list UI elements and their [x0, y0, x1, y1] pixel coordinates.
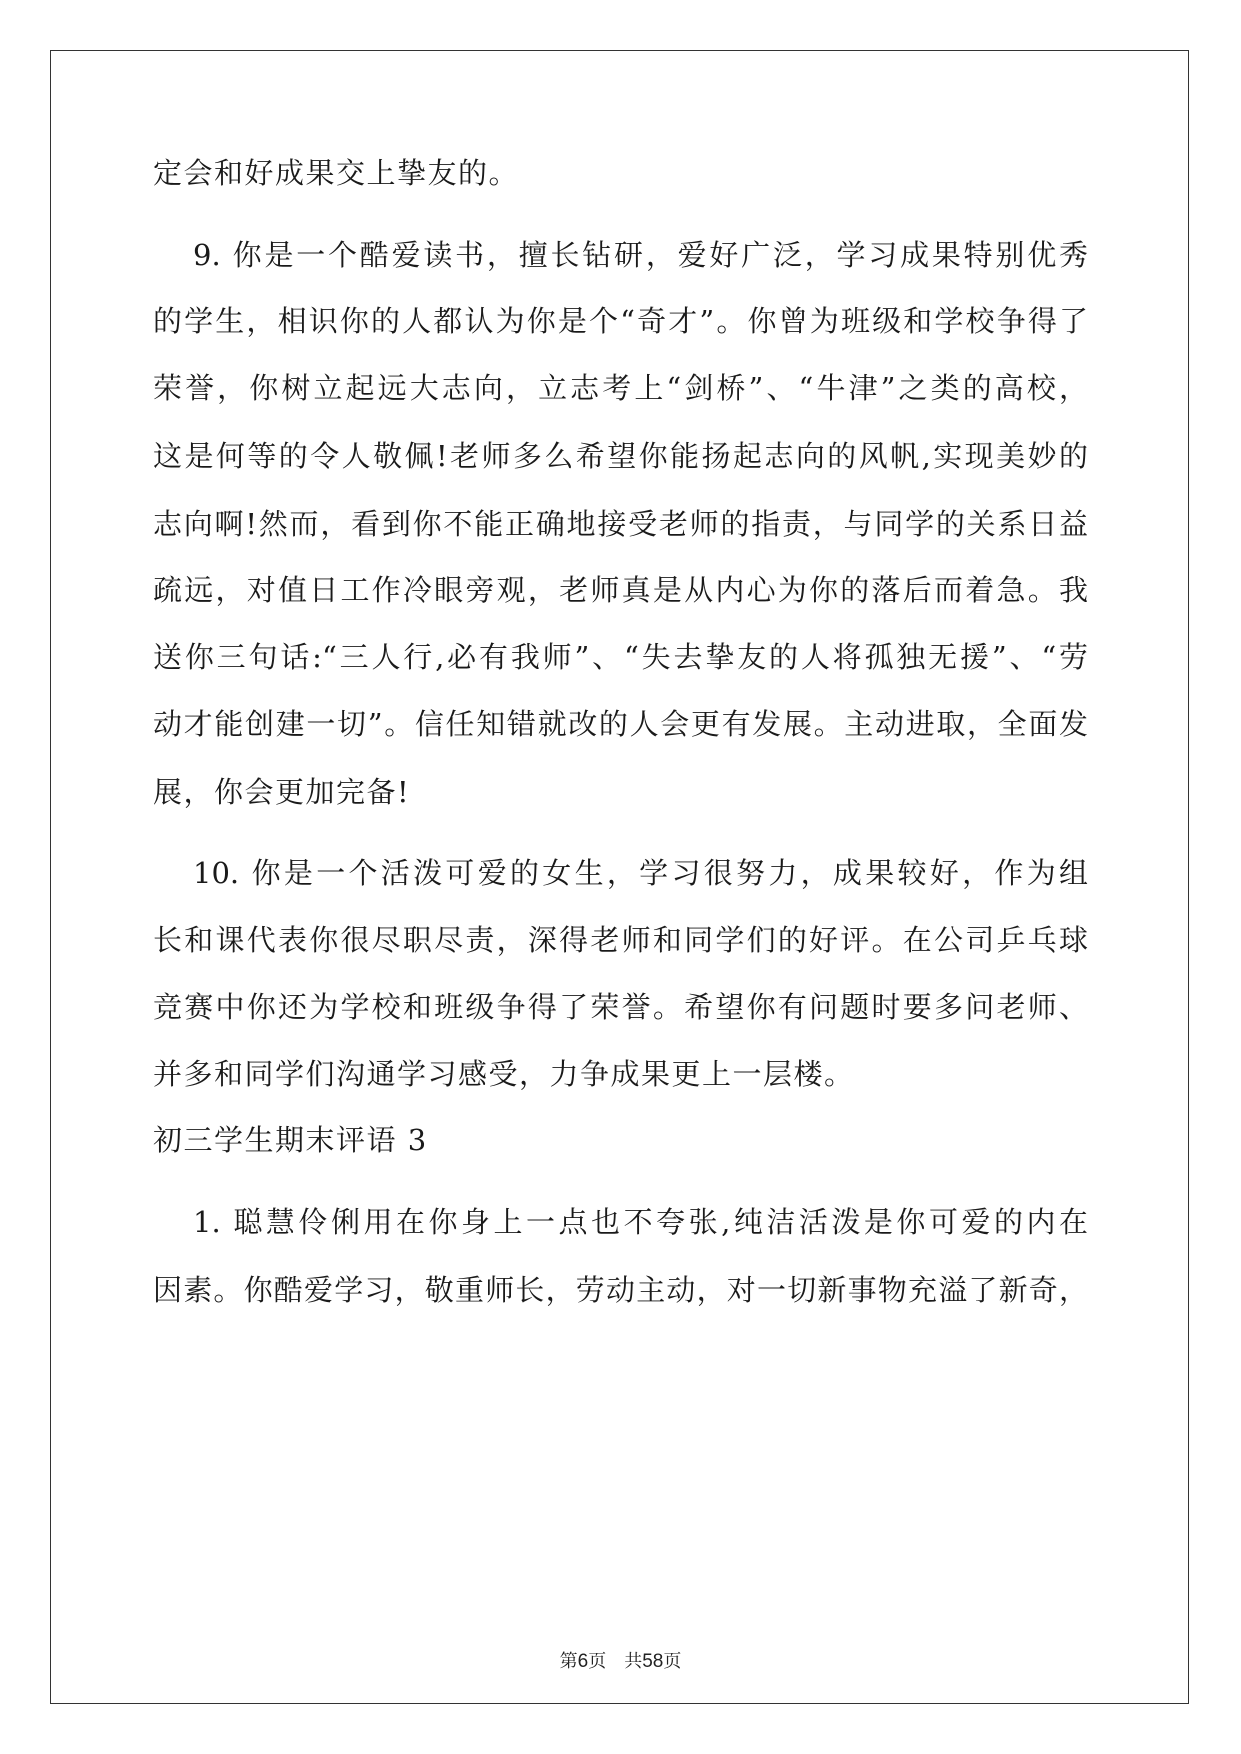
section-heading: 初三学生期末评语 3: [153, 1123, 428, 1157]
text-line-4: 荣誉，你树立起远大志向，立志考上“剑桥”、“牛津”之类的高校，: [153, 371, 1088, 405]
text-line-6: 志向啊!然而，看到你不能正确地接受老师的指责，与同学的关系日益: [153, 507, 1088, 541]
text-line-5: 这是何等的令人敬佩!老师多么希望你能扬起志向的风帆,实现美妙的: [153, 439, 1088, 473]
text-line-13: 竞赛中你还为学校和班级争得了荣誉。希望你有问题时要多问老师、: [153, 990, 1088, 1024]
footer-total-suffix: 页: [663, 1651, 682, 1672]
footer-total-number: 58: [642, 1651, 664, 1672]
text-line-1: 定会和好成果交上挚友的。: [153, 156, 520, 190]
text-line-2: 9. 你是一个酷爱读书，擅长钻研，爱好广泛，学习成果特别优秀: [193, 238, 1088, 272]
text-line-12: 长和课代表你很尽职尽责，深得老师和同学们的好评。在公司乒乓球: [153, 923, 1088, 957]
footer-total-prefix: 共: [624, 1651, 643, 1672]
text-line-3: 的学生，相识你的人都认为你是个“奇才”。你曾为班级和学校争得了: [153, 304, 1088, 338]
text-line-7: 疏远，对值日工作冷眼旁观，老师真是从内心为你的落后而着急。我: [153, 573, 1088, 607]
text-line-11: 10. 你是一个活泼可爱的女生，学习很努力，成果较好，作为组: [193, 856, 1088, 890]
text-line-14: 并多和同学们沟通学习感受，力争成果更上一层楼。: [153, 1057, 855, 1091]
text-line-10: 展，你会更加完备!: [153, 775, 411, 809]
page-footer: [0, 1650, 1241, 1674]
footer-page-prefix: 第: [559, 1651, 578, 1672]
text-line-8: 送你三句话:“三人行,必有我师”、“失去挚友的人将孤独无援”、“劳: [153, 640, 1088, 674]
text-line-16: 1. 聪慧伶俐用在你身上一点也不夸张,纯洁活泼是你可爱的内在: [193, 1205, 1088, 1239]
footer-page-number: 6: [577, 1651, 589, 1672]
footer-page-suffix: 页: [588, 1651, 607, 1672]
text-line-9: 动才能创建一切”。信任知错就改的人会更有发展。主动进取，全面发: [153, 707, 1088, 741]
text-line-17: 因素。你酷爱学习，敬重师长，劳动主动，对一切新事物充溢了新奇，: [153, 1273, 1088, 1307]
